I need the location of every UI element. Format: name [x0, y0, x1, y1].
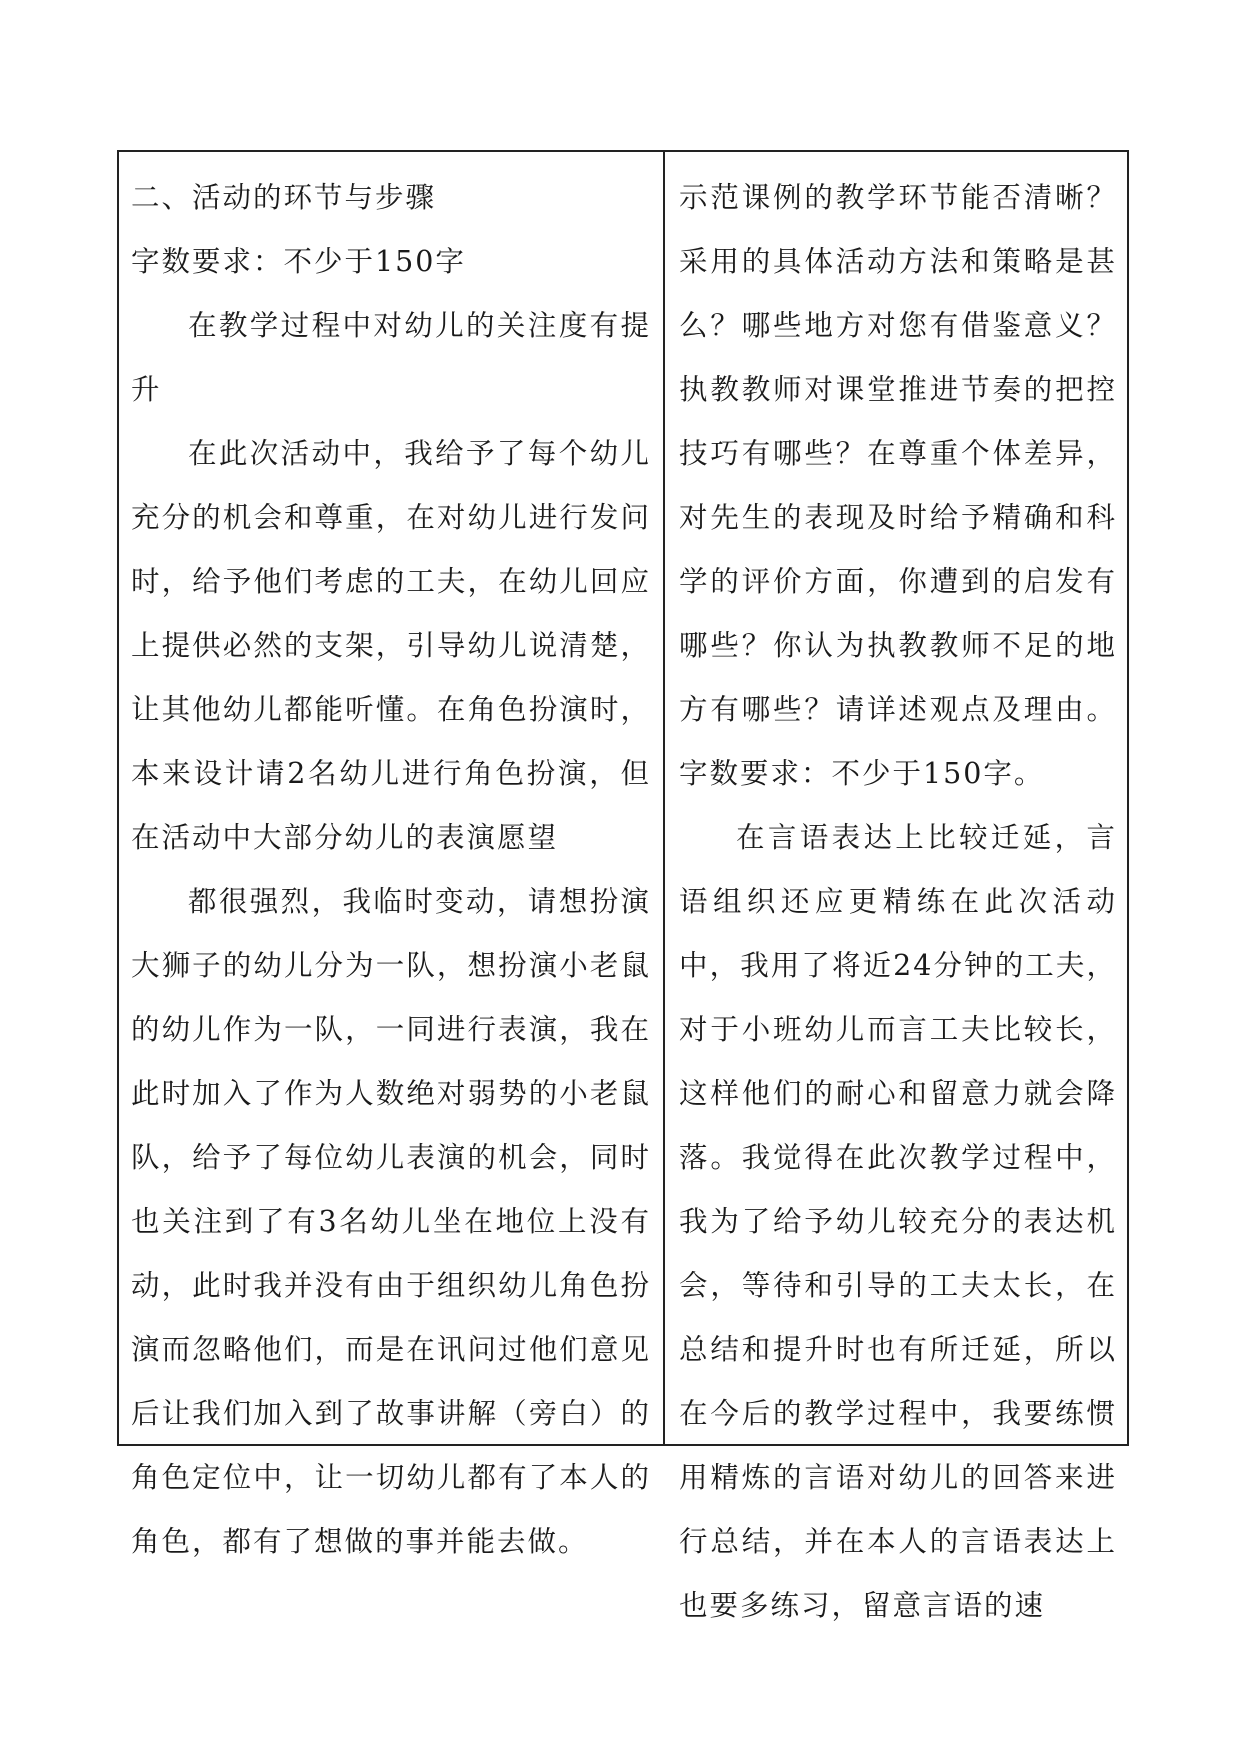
left-paragraph-3: 都很强烈，我临时变动，请想扮演大狮子的幼儿分为一队，想扮演小老鼠的幼儿作为一队，一同进行表演，我在此时加入了作为人数绝对弱势的小老鼠队，给予了每位幼儿表演的机会，同时也关注到了有3名幼儿坐在地位上没有动，此时我并没有由于组织幼儿角色扮演而忽略他们，而是在讯问过他们意见后让我们加入到了故事讲解（旁白）的角色定位中，让一切幼儿都有了本人的角色，都有了想做的事并能去做。 — [131, 885, 651, 1558]
content-table — [117, 150, 1129, 1622]
word-count-requirement: 字数要求：不少于150字 — [131, 245, 466, 278]
reflection-question: 示范课例的教学环节能否清晰？采用的具体活动方法和策略是甚么？哪些地方对您有借鉴意义？执教教师对课堂推进节奏的把控技巧有哪些？在尊重个体差异，对先生的表现及时给予精确和科学的评价方面，你遭到的启发有哪些？你认为执教教师不足的地方有哪些？请详述观点及理由。字数要求：不少于150字。 — [679, 181, 1117, 790]
left-column — [119, 152, 665, 1558]
left-paragraph-2: 在此次活动中，我给予了每个幼儿充分的机会和尊重，在对幼儿进行发问时，给予他们考虑的工夫，在幼儿回应上提供必然的支架，引导幼儿说清楚，让其他幼儿都能听懂。在角色扮演时，本来设计请2名幼儿进行角色扮演，但在活动中大部分幼儿的表演愿望 — [131, 437, 651, 854]
reflection-answer: 在言语表达上比较迁延，言语组织还应更精练在此次活动中，我用了将近24分钟的工夫，对于小班幼儿而言工夫比较长，这样他们的耐心和留意力就会降落。我觉得在此次教学过程中，我为了给予幼儿较充分的表达机会，等待和引导的工夫太长，在总结和提升时也有所迁延，所以在今后的教学过程中，我要练惯用精炼的言语对幼儿的回答来进行总结，并在本人的言语表达上也要多练习，留意言语的速 — [679, 821, 1117, 1622]
right-column — [665, 152, 1127, 1622]
section-heading: 二、活动的环节与步骤 — [131, 181, 437, 214]
left-paragraph-1: 在教学过程中对幼儿的关注度有提升 — [131, 309, 651, 406]
